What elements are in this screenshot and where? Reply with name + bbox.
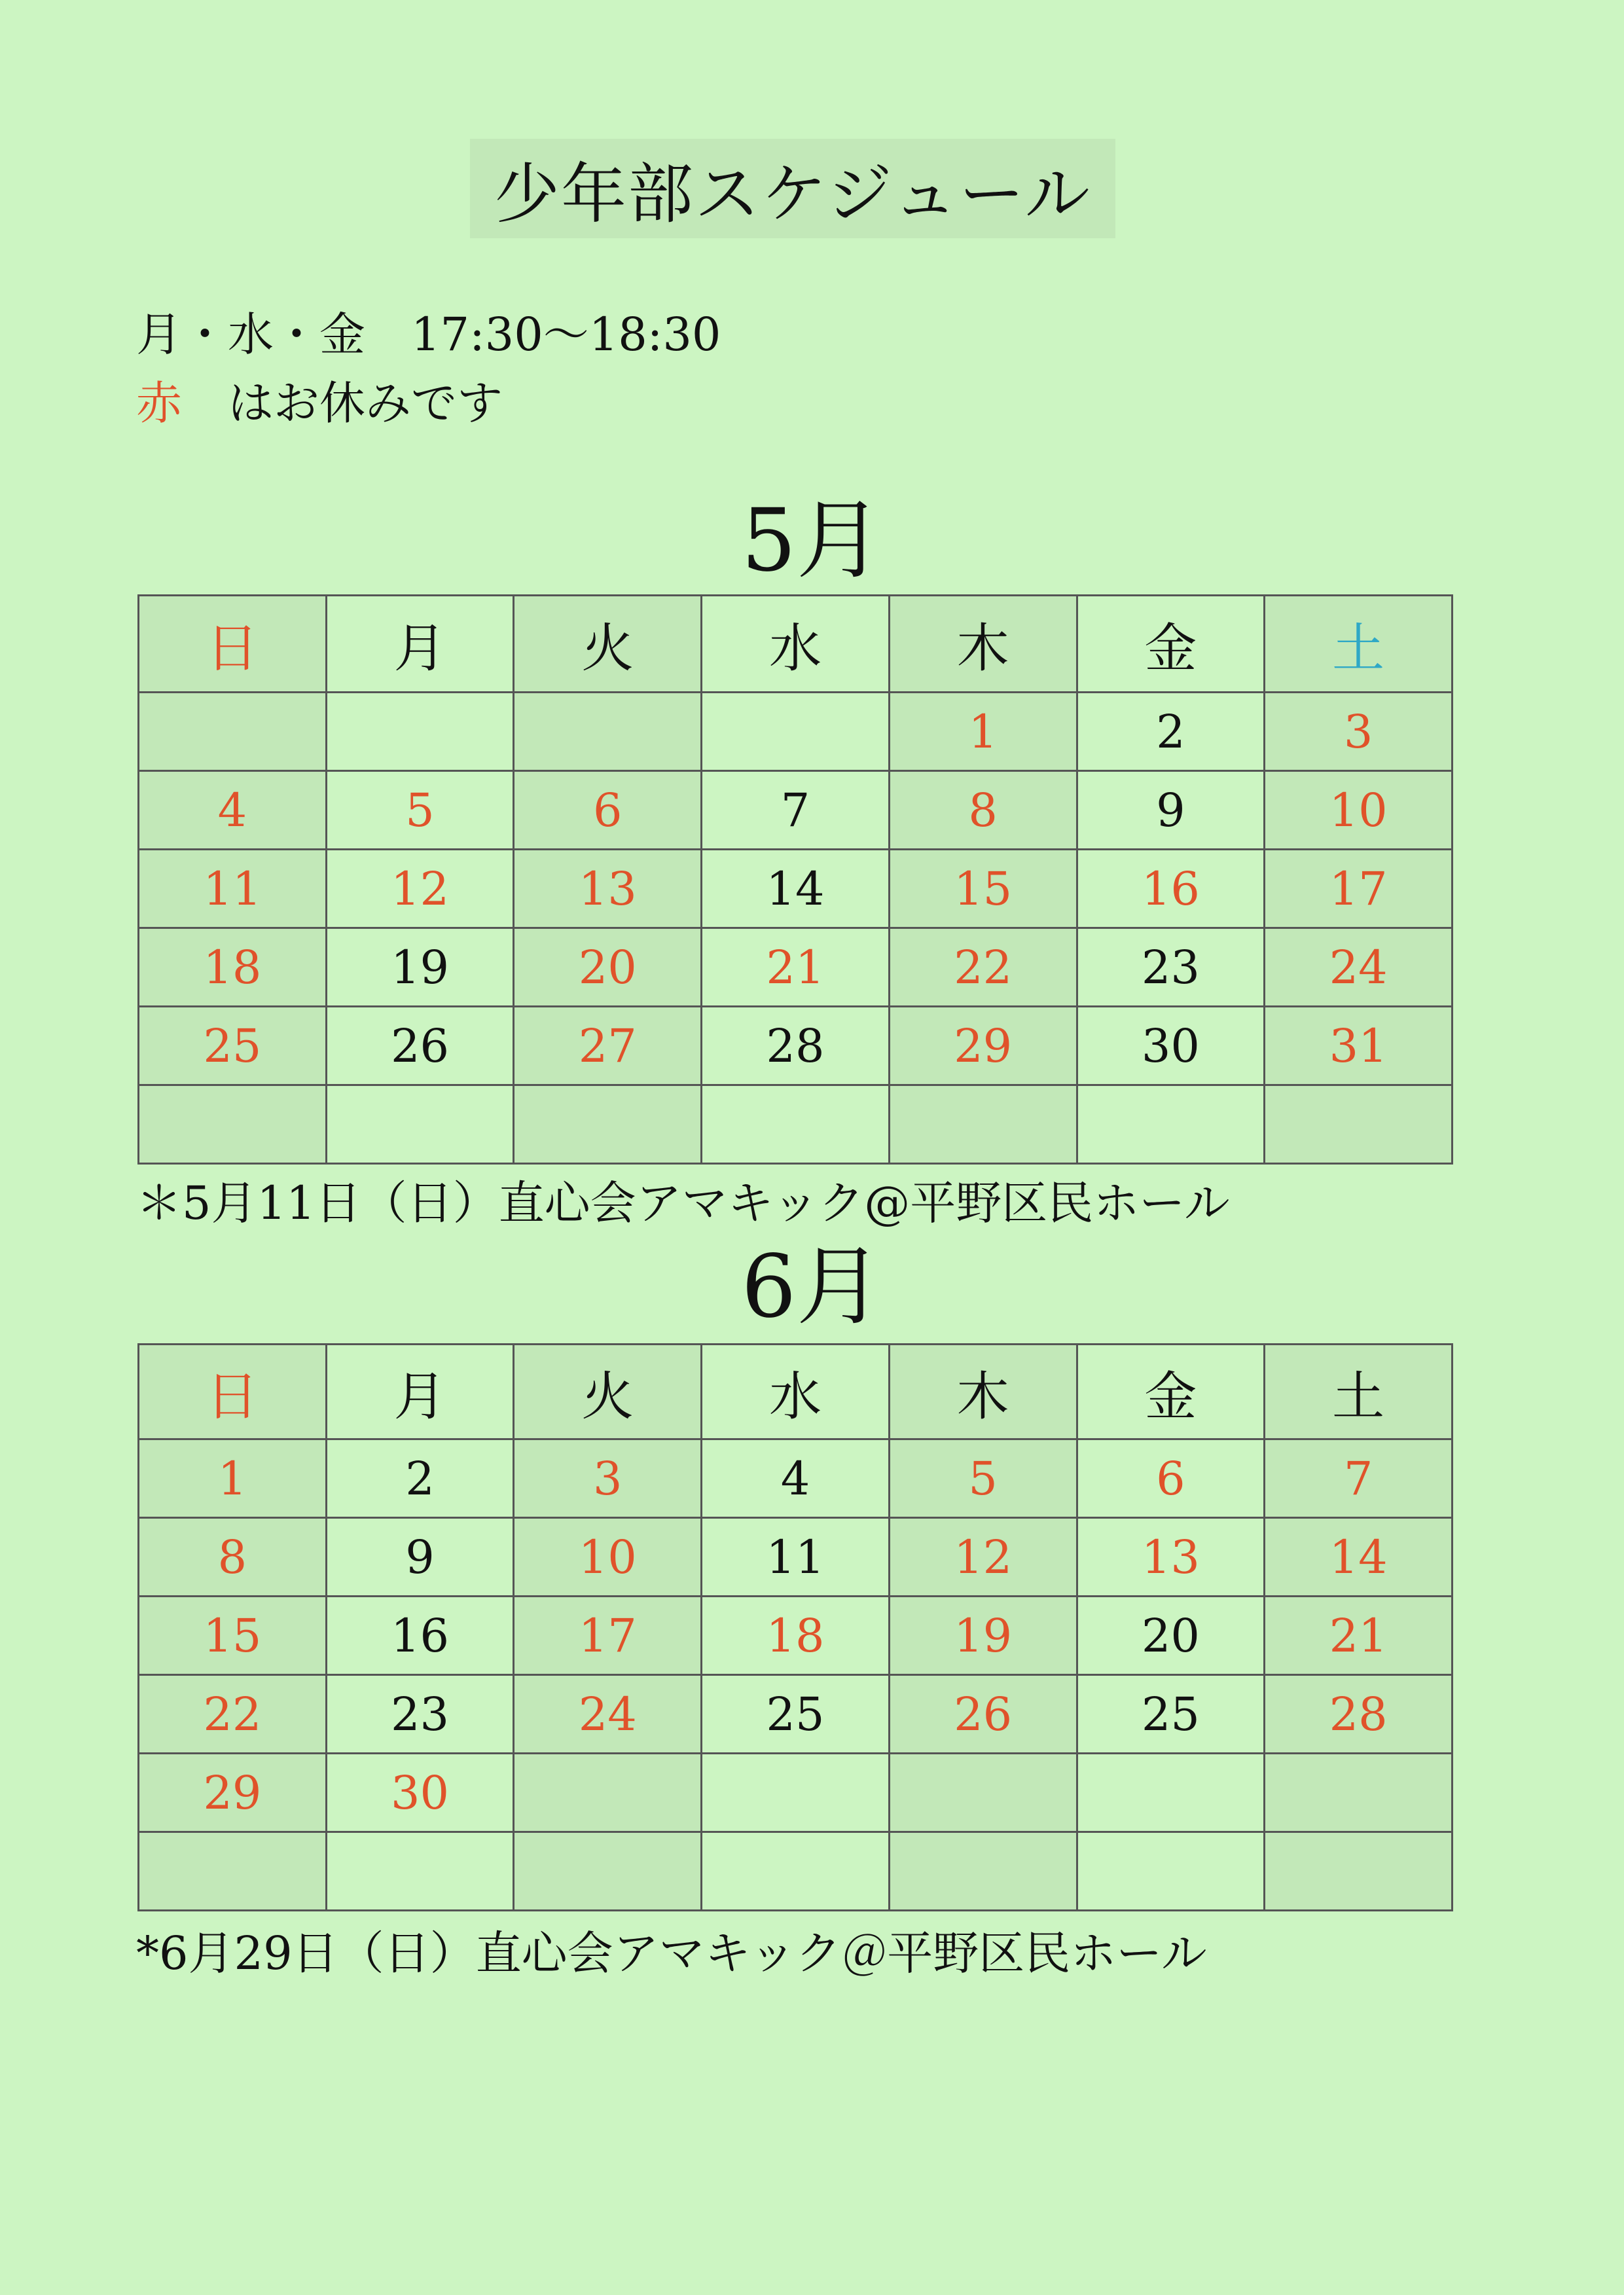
day-cell: 31: [1265, 1007, 1453, 1085]
day-cell: [326, 1832, 514, 1911]
week-row: [139, 1675, 1453, 1754]
week-row: [139, 1518, 1453, 1597]
day-cell: 19: [889, 1597, 1077, 1675]
day-cell: 27: [514, 1007, 702, 1085]
day-cell: 21: [702, 928, 890, 1007]
week-row: [139, 693, 1453, 771]
day-cell: 24: [514, 1675, 702, 1754]
calendar-may: [137, 594, 1453, 1165]
day-cell: [702, 693, 890, 771]
calendar-june: [137, 1343, 1453, 1911]
legend: [136, 367, 503, 433]
day-cell: [139, 1085, 327, 1164]
day-cell: [702, 1085, 890, 1164]
day-cell: 20: [514, 928, 702, 1007]
month-heading-may: 5月: [741, 490, 883, 591]
day-cell: 10: [1265, 771, 1453, 850]
day-cell: 16: [326, 1597, 514, 1675]
note-june: *6月29日（日）直心会アマキック＠平野区民ホール: [136, 1926, 1207, 1980]
week-row: [139, 771, 1453, 850]
day-cell: 13: [514, 850, 702, 928]
day-cell: 19: [326, 928, 514, 1007]
weekday-header-cell: 日: [139, 1345, 327, 1439]
day-cell: [1077, 1085, 1265, 1164]
day-cell: 8: [139, 1518, 327, 1597]
day-cell: 15: [139, 1597, 327, 1675]
day-cell: 23: [326, 1675, 514, 1754]
day-cell: 11: [702, 1518, 890, 1597]
weekday-header-cell: 金: [1077, 596, 1265, 693]
day-cell: 13: [1077, 1518, 1265, 1597]
legend-text: はお休みです: [182, 376, 503, 430]
day-cell: 15: [889, 850, 1077, 928]
weekday-header-cell: 月: [326, 1345, 514, 1439]
day-cell: [889, 1832, 1077, 1911]
title-banner: [470, 139, 1115, 238]
week-row: [139, 1085, 1453, 1164]
weekday-header-cell: 水: [702, 1345, 890, 1439]
day-cell: 2: [326, 1439, 514, 1518]
day-cell: [702, 1754, 890, 1832]
day-cell: 9: [326, 1518, 514, 1597]
day-cell: 2: [1077, 693, 1265, 771]
day-cell: 17: [1265, 850, 1453, 928]
day-cell: 23: [1077, 928, 1265, 1007]
weekday-header-cell: 水: [702, 596, 890, 693]
day-cell: 14: [1265, 1518, 1453, 1597]
day-cell: 4: [702, 1439, 890, 1518]
day-cell: 26: [326, 1007, 514, 1085]
day-cell: 1: [139, 1439, 327, 1518]
day-cell: 7: [1265, 1439, 1453, 1518]
day-cell: 29: [139, 1754, 327, 1832]
legend-mark: 赤: [136, 376, 182, 430]
day-cell: 28: [702, 1007, 890, 1085]
weekday-header-cell: 月: [326, 596, 514, 693]
day-cell: 1: [889, 693, 1077, 771]
day-cell: [1077, 1832, 1265, 1911]
day-cell: 11: [139, 850, 327, 928]
weekday-header-cell: 火: [514, 1345, 702, 1439]
day-cell: [1077, 1754, 1265, 1832]
day-cell: [139, 693, 327, 771]
week-row: [139, 1439, 1453, 1518]
day-cell: [514, 1832, 702, 1911]
day-cell: [889, 1085, 1077, 1164]
day-cell: 26: [889, 1675, 1077, 1754]
day-cell: [514, 1754, 702, 1832]
day-cell: 12: [326, 850, 514, 928]
day-cell: 5: [889, 1439, 1077, 1518]
day-cell: 10: [514, 1518, 702, 1597]
weekday-header-cell: 日: [139, 596, 327, 693]
day-cell: 25: [1077, 1675, 1265, 1754]
week-row: [139, 1832, 1453, 1911]
day-cell: 22: [139, 1675, 327, 1754]
day-cell: 8: [889, 771, 1077, 850]
day-cell: [702, 1832, 890, 1911]
day-cell: 9: [1077, 771, 1265, 850]
day-cell: 18: [702, 1597, 890, 1675]
practice-hours: 月・水・金 17:30〜18:30: [136, 308, 721, 361]
day-cell: 3: [1265, 693, 1453, 771]
day-cell: 3: [514, 1439, 702, 1518]
week-row: [139, 850, 1453, 928]
day-cell: 6: [514, 771, 702, 850]
week-row: [139, 928, 1453, 1007]
day-cell: [326, 693, 514, 771]
page-title: 少年部スケジュール: [494, 156, 1091, 232]
month-heading-june: 6月: [741, 1237, 883, 1337]
day-cell: 14: [702, 850, 890, 928]
day-cell: 22: [889, 928, 1077, 1007]
day-cell: 25: [139, 1007, 327, 1085]
day-cell: 25: [702, 1675, 890, 1754]
week-row: [139, 1597, 1453, 1675]
week-row: [139, 1007, 1453, 1085]
week-row: [139, 1754, 1453, 1832]
day-cell: 18: [139, 928, 327, 1007]
weekday-header-cell: 木: [889, 1345, 1077, 1439]
weekday-header-cell: 土: [1265, 1345, 1453, 1439]
day-cell: 16: [1077, 850, 1265, 928]
day-cell: 12: [889, 1518, 1077, 1597]
day-cell: 21: [1265, 1597, 1453, 1675]
weekday-header-row: [139, 596, 1453, 693]
day-cell: 30: [326, 1754, 514, 1832]
day-cell: 24: [1265, 928, 1453, 1007]
weekday-header-cell: 木: [889, 596, 1077, 693]
day-cell: [1265, 1085, 1453, 1164]
day-cell: [889, 1754, 1077, 1832]
day-cell: 5: [326, 771, 514, 850]
day-cell: [514, 693, 702, 771]
day-cell: 28: [1265, 1675, 1453, 1754]
weekday-header-cell: 金: [1077, 1345, 1265, 1439]
day-cell: 30: [1077, 1007, 1265, 1085]
day-cell: 7: [702, 771, 890, 850]
day-cell: 29: [889, 1007, 1077, 1085]
weekday-header-cell: 火: [514, 596, 702, 693]
day-cell: [326, 1085, 514, 1164]
day-cell: [139, 1832, 327, 1911]
weekday-header-row: [139, 1345, 1453, 1439]
day-cell: [1265, 1754, 1453, 1832]
day-cell: 17: [514, 1597, 702, 1675]
weekday-header-cell: 土: [1265, 596, 1453, 693]
day-cell: [514, 1085, 702, 1164]
day-cell: 20: [1077, 1597, 1265, 1675]
day-cell: 6: [1077, 1439, 1265, 1518]
note-may: ＊5月11日（日）直心会アマキック@平野区民ホール: [136, 1176, 1230, 1230]
day-cell: 4: [139, 771, 327, 850]
day-cell: [1265, 1832, 1453, 1911]
